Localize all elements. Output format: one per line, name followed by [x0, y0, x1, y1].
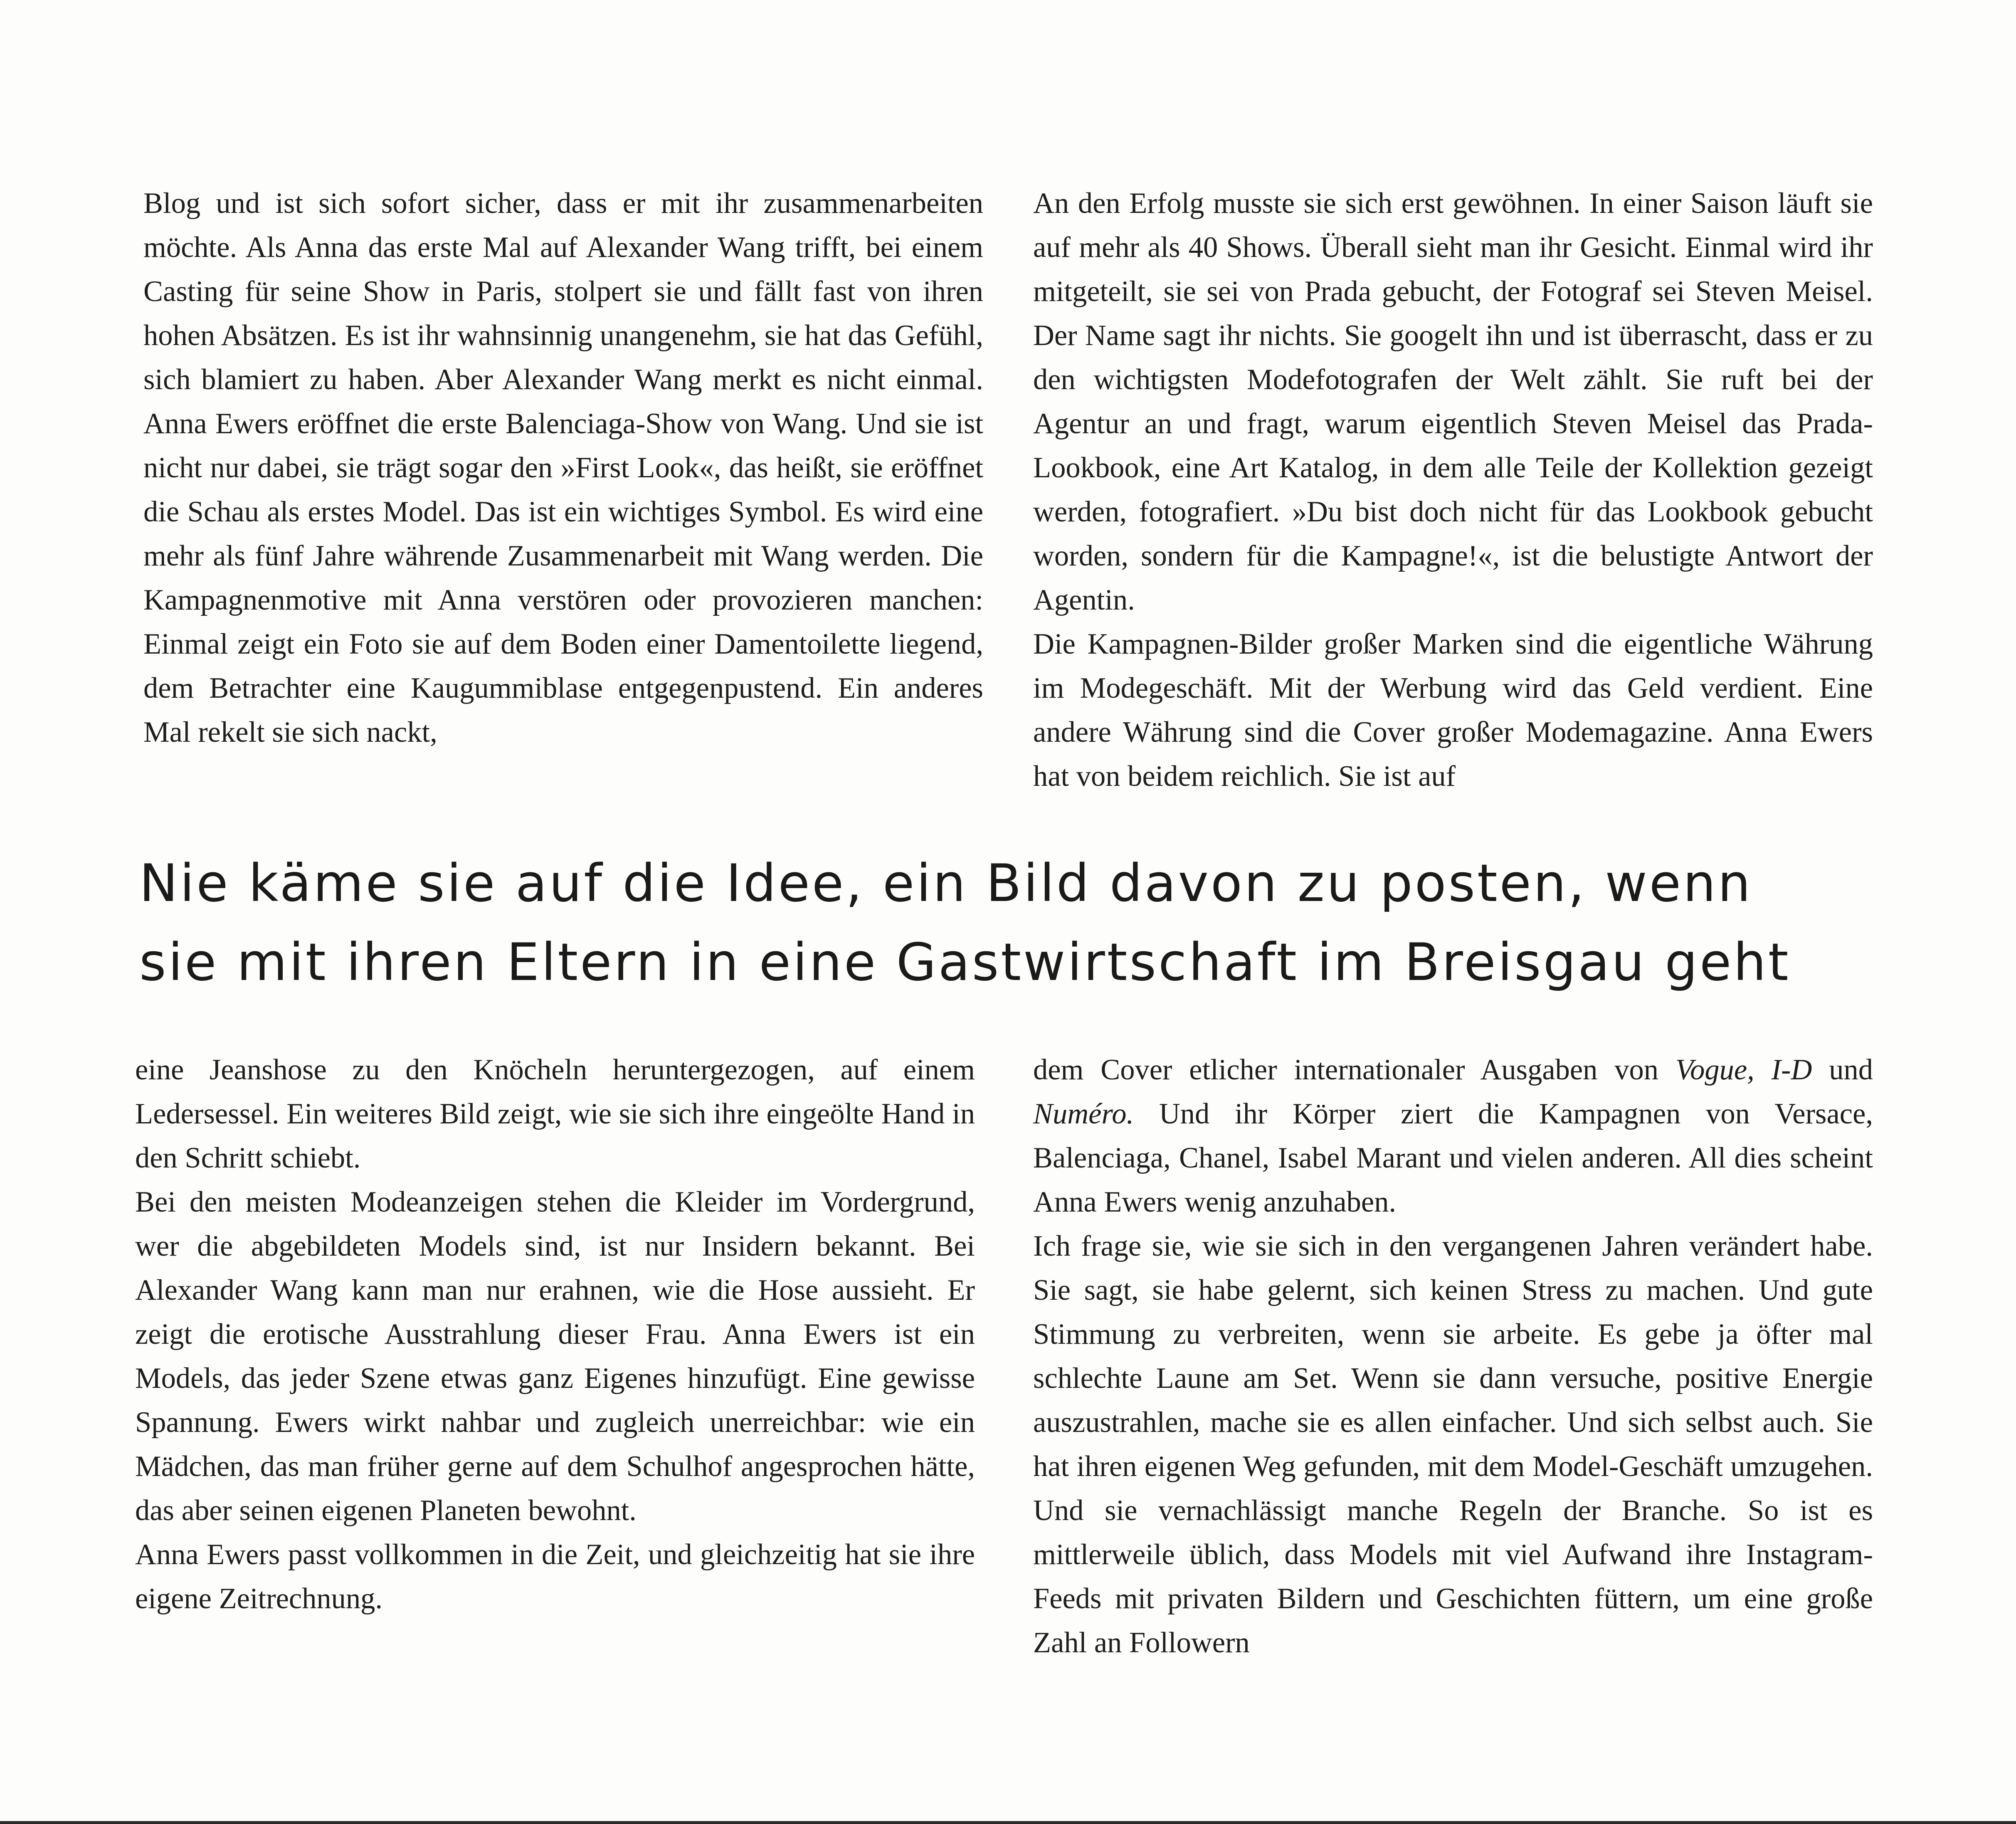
column-top-right [1033, 181, 1873, 798]
pull-quote-line-2: sie mit ihren Eltern in eine Gastwirtschaft im Breisgau geht [139, 933, 1791, 992]
paragraph: Anna Ewers passt vollkommen in die Zeit, und gleichzeitig hat sie ihre eigene Zeitrechnung. [135, 1538, 975, 1615]
paragraph [1033, 1048, 1873, 1224]
text-run: dem Cover etlicher internationaler Ausgaben von [1033, 1054, 1675, 1086]
page-bottom-edge [0, 1821, 2016, 1824]
column-top-left [143, 181, 983, 754]
paragraph: Die Kampagnen-Bilder großer Marken sind die eigentliche Währung im Modegeschäft. Mit der Werbung wird das Geld verdient. Eine andere Währung sind die Cover großer Modemagazine. Anna Ewers hat von beidem reichlich. Sie ist auf [1033, 628, 1873, 792]
column-bottom-left [135, 1048, 975, 1621]
magazine-title: Vogue, I-D [1675, 1054, 1812, 1086]
paragraph: Blog und ist sich sofort sicher, dass er mit ihr zusammenarbeiten möchte. Als Anna das erste Mal auf Alexander Wang trifft, bei einem Casting für seine Show in Paris, stolpert sie und fällt fast von ihren hohen Absätzen. Es ist ihr wahnsinnig unangenehm, sie hat das Gefühl, sich blamiert zu haben. Aber Alexander Wang merkt es nicht einmal. Anna Ewers eröffnet die erste Balenciaga-Show von Wang. Und sie ist nicht nur dabei, sie trägt sogar den »First Look«, das heißt, sie eröffnet die Schau als erstes Model. Das ist ein wichtiges Symbol. Es wird eine mehr als fünf Jahre währende Zusammenarbeit mit Wang werden. Die Kampagnenmotive mit Anna verstören oder provozieren manchen: Einmal zeigt ein Foto sie auf dem Boden einer Damentoilette liegend, dem Betrachter eine Kaugummiblase entgegenpustend. Ein anderes Mal rekelt sie sich nackt, [143, 187, 983, 748]
text-run: und [1812, 1054, 1873, 1086]
paragraph: Ich frage sie, wie sie sich in den vergangenen Jahren verändert habe. Sie sagt, sie habe gelernt, sich keinen Stress zu machen. Und gute Stimmung zu verbreiten, wenn sie arbeite. Es gebe ja öfter mal schlechte Laune am Set. Wenn sie dann versuche, positive Energie auszustrahlen, mache sie es allen einfacher. Und sich selbst auch. Sie hat ihren eigenen Weg gefunden, mit dem Model-Geschäft umzugehen. Und sie vernachlässigt manche Regeln der Branche. So ist es mittlerweile üblich, dass Models mit viel Aufwand ihre Instagram-Feeds mit privaten Bildern und Geschichten füttern, um eine große Zahl an Followern [1033, 1230, 1873, 1659]
magazine-title: Numéro. [1033, 1098, 1134, 1130]
paragraph: Bei den meisten Modeanzeigen stehen die Kleider im Vordergrund, wer die abgebildeten Models sind, ist nur Insidern bekannt. Bei Alexander Wang kann man nur erahnen, wie die Hose aussieht. Er zeigt die erotische Ausstrahlung dieser Frau. Anna Ewers ist ein Models, das jeder Szene etwas ganz Eigenes hinzufügt. Eine gewisse Spannung. Ewers wirkt nahbar und zugleich unerreichbar: wie ein Mädchen, das man früher gerne auf dem Schulhof angesprochen hätte, das aber seinen eigenen Planeten bewohnt. [135, 1186, 975, 1527]
paragraph: eine Jeanshose zu den Knöcheln heruntergezogen, auf einem Ledersessel. Ein weiteres Bild zeigt, wie sie sich ihre eingeölte Hand in den Schritt schiebt. [135, 1054, 975, 1174]
pull-quote [139, 844, 1969, 1002]
column-bottom-right [1033, 1048, 1873, 1665]
pull-quote-line-1: Nie käme sie auf die Idee, ein Bild davon zu posten, wenn [139, 854, 1753, 913]
paragraph: An den Erfolg musste sie sich erst gewöhnen. In einer Saison läuft sie auf mehr als 40 Shows. Überall sieht man ihr Gesicht. Einmal wird ihr mitgeteilt, sie sei von Prada gebucht, der Fotograf sei Steven Meisel. Der Name sagt ihr nichts. Sie googelt ihn und ist überrascht, dass er zu den wichtigsten Modefotografen der Welt zählt. Sie ruft bei der Agentur an und fragt, warum eigentlich Steven Meisel das Prada-Lookbook, eine Art Katalog, in dem alle Teile der Kollektion gezeigt werden, fotografiert. »Du bist doch nicht für das Lookbook gebucht worden, sondern für die Kampagne!«, ist die belustigte Antwort der Agentin. [1033, 187, 1873, 616]
text-run: Und ihr Körper ziert die Kampagnen von Versace, Balenciaga, Chanel, Isabel Marant und vielen anderen. All dies scheint Anna Ewers wenig anzuhaben. [1033, 1098, 1873, 1218]
